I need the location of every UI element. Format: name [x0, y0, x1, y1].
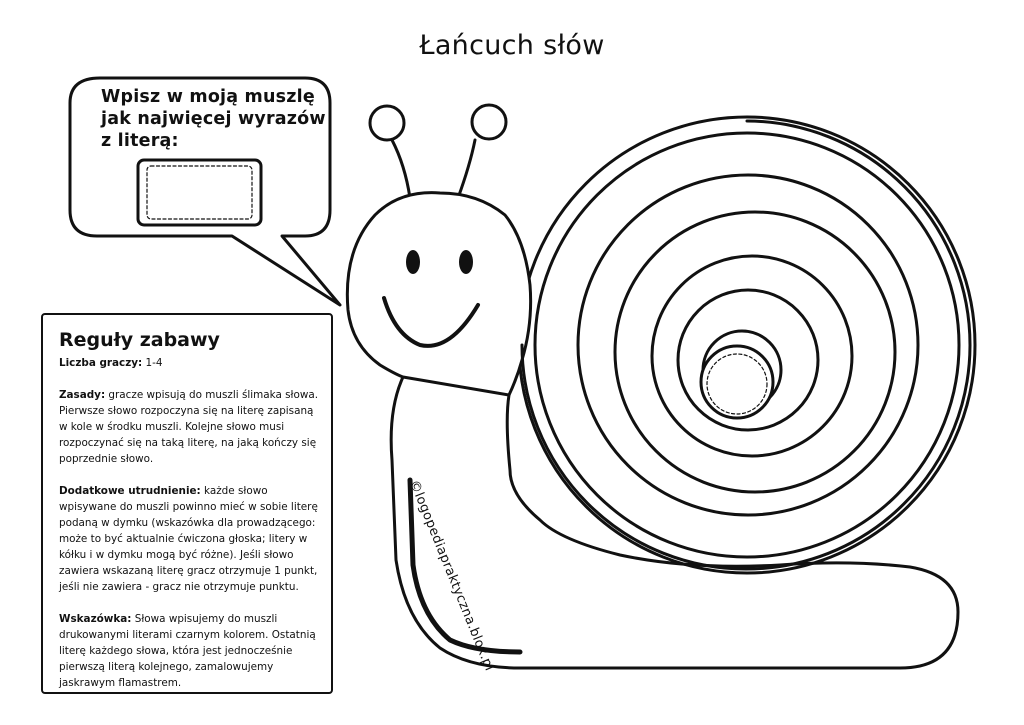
bubble-line-3: z literą: [101, 131, 179, 151]
left-antenna [392, 140, 410, 198]
extra-paragraph [59, 483, 321, 595]
bubble-line-2: jak najwięcej wyrazów [101, 109, 326, 129]
bubble-instructions [101, 86, 326, 152]
rules-text: gracze wpisują do muszli ślimaka słowa. Pierwsze słowo rozpoczyna się na literę zapisaną w kole w środku muszli. Kolejne słowo musi rozpoczynać się na taką literę, na jaką kończy się poprzednie słowo. [59, 389, 319, 465]
right-eye [459, 250, 473, 274]
shell-center [701, 346, 773, 418]
rules-label: Zasady: [59, 389, 106, 401]
rules-heading: Reguły zabawy [59, 329, 220, 351]
extra-label: Dodatkowe utrudnienie: [59, 485, 201, 497]
bubble-letter-box [138, 160, 261, 225]
extra-text: każde słowo wpisywane do muszli powinno mieć w sobie literę podaną w dymku (wskazówka dla prowadzącego: może to być aktualnie ćwiczona głoska; litery w kółku i w dymku mogą być różne). Jeśli słowo zawiera wskazaną literę gracz otrzymuje 1 punkt, jeśli nie zawiera - gracz nie otrzymuje punktu. [59, 485, 318, 593]
rules-paragraph [59, 387, 321, 467]
hint-text: Słowa wpisujemy do muszli drukowanymi literami czarnym kolorem. Ostatnią literę każdego słowa, która jest jednocześnie pierwszą literą kolejnego, zamalowujemy jaskrawym flamastrem. [59, 613, 316, 689]
left-antenna-ball [370, 106, 404, 140]
shell-spiral [522, 121, 970, 569]
watermark: ©logopediapraktyczna.blox.pl [406, 478, 497, 674]
players-value: 1-4 [142, 357, 163, 369]
shell-ring-2 [578, 175, 918, 515]
bubble-letter-box-dashed [147, 166, 252, 219]
players-label: Liczba graczy: [59, 357, 143, 369]
hint-paragraph [59, 611, 321, 691]
snail-head [347, 193, 530, 395]
right-antenna-ball [472, 105, 506, 139]
left-eye [406, 250, 420, 274]
rules-box [41, 313, 333, 694]
hint-label: Wskazówka: [59, 613, 132, 625]
right-antenna [458, 140, 475, 198]
bubble-line-1: Wpisz w moją muszlę [101, 87, 315, 107]
page-title: Łańcuch słów [419, 30, 605, 61]
players-line [59, 355, 321, 371]
